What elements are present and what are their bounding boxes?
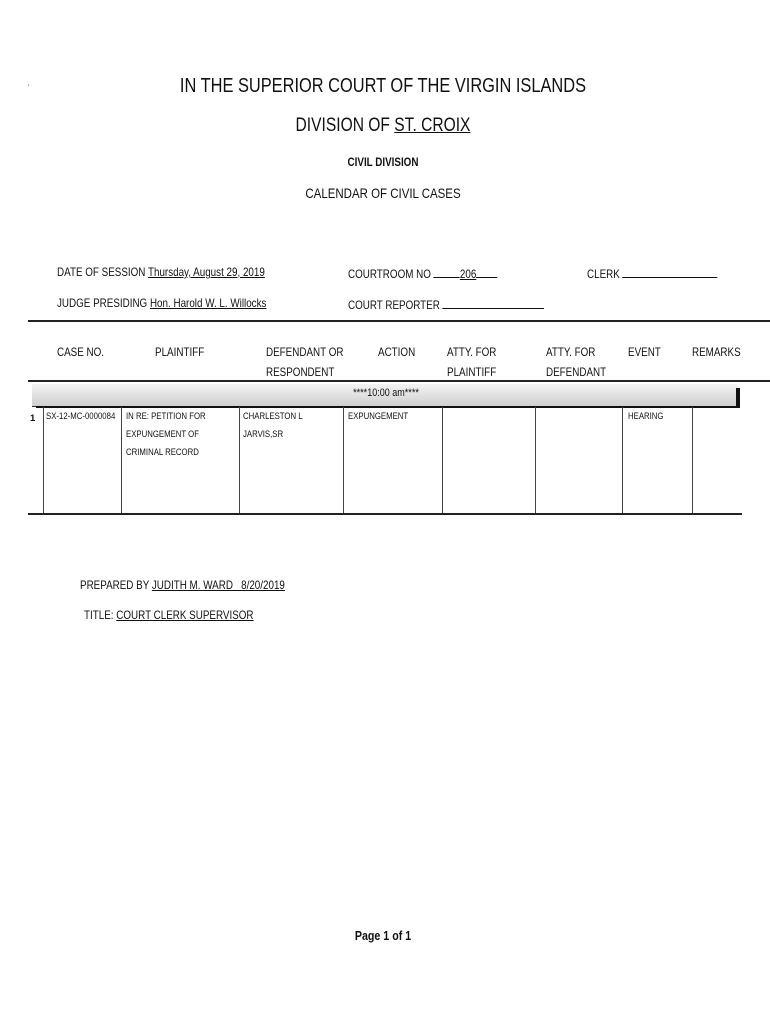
event-cell: HEARING bbox=[628, 411, 664, 422]
tick-mark: ' bbox=[28, 85, 30, 91]
judge-presiding bbox=[57, 296, 266, 310]
division-title bbox=[296, 115, 471, 137]
col-atty-defendant: ATTY. FOR DEFENDANT bbox=[546, 345, 607, 379]
judge-label: JUDGE PRESIDING bbox=[57, 296, 148, 310]
reporter-label: COURT REPORTER bbox=[348, 298, 440, 312]
judge-value: Hon. Harold W. L. Willocks bbox=[149, 296, 267, 310]
row-border bbox=[121, 407, 122, 514]
col-plaintiff: PLAINTIFF bbox=[155, 345, 205, 359]
prepared-value: JUDITH M. WARD 8/20/2019 bbox=[151, 578, 285, 592]
row-number: 1 bbox=[30, 413, 36, 424]
prepared-by bbox=[80, 578, 285, 592]
civil-division-heading: CIVIL DIVISION bbox=[347, 155, 419, 169]
preparer-title bbox=[84, 608, 254, 622]
action-cell: EXPUNGEMENT bbox=[348, 411, 409, 422]
date-of-session bbox=[57, 265, 265, 279]
page-number: Page 1 of 1 bbox=[354, 928, 412, 943]
table-top-rule bbox=[28, 320, 770, 322]
reporter-blank bbox=[443, 296, 545, 309]
case-number: SX-12-MC-0000084 bbox=[46, 411, 116, 422]
table-header-rule bbox=[28, 380, 770, 382]
date-label: DATE OF SESSION bbox=[57, 265, 146, 279]
col-remarks: REMARKS bbox=[692, 345, 741, 359]
time-slot-label: ****10:00 am**** bbox=[353, 387, 419, 399]
col-case-no: CASE NO. bbox=[57, 345, 105, 359]
col-event: EVENT bbox=[628, 345, 661, 359]
clerk-label: CLERK bbox=[587, 267, 620, 281]
date-value: Thursday, August 29, 2019 bbox=[147, 265, 265, 279]
calendar-title: CALENDAR OF CIVIL CASES bbox=[305, 185, 461, 201]
row-border bbox=[239, 407, 240, 514]
clerk-blank bbox=[623, 265, 718, 278]
row-border bbox=[535, 407, 536, 514]
row-border bbox=[43, 407, 44, 514]
time-slot-shadow-right bbox=[736, 388, 740, 408]
col-atty-plaintiff: ATTY. FOR PLAINTIFF bbox=[447, 345, 497, 379]
row-border bbox=[343, 407, 344, 514]
title-value: COURT CLERK SUPERVISOR bbox=[116, 608, 254, 622]
clerk-field bbox=[587, 265, 718, 281]
col-defendant: DEFENDANT OR RESPONDENT bbox=[266, 345, 344, 379]
title-label: TITLE: bbox=[84, 608, 114, 622]
court-reporter bbox=[348, 296, 544, 312]
courtroom-number bbox=[348, 265, 498, 281]
courtroom-blank-left bbox=[434, 265, 460, 278]
courtroom-label: COURTROOM NO bbox=[348, 267, 431, 281]
division-prefix: DIVISION OF bbox=[295, 115, 395, 136]
defendant-cell: CHARLESTON L JARVIS,SR bbox=[243, 411, 303, 440]
court-title: IN THE SUPERIOR COURT OF THE VIRGIN ISLANDS bbox=[179, 75, 587, 97]
col-action: ACTION bbox=[378, 345, 416, 359]
row-border bbox=[442, 407, 443, 514]
row-border bbox=[622, 407, 623, 514]
plaintiff-cell: IN RE: PETITION FOR EXPUNGEMENT OF CRIMINAL RECORD bbox=[126, 411, 206, 458]
courtroom-value: 206 bbox=[459, 267, 477, 281]
prepared-label: PREPARED BY bbox=[80, 578, 150, 592]
table-bottom-rule bbox=[28, 513, 742, 515]
division-name: ST. CROIX bbox=[394, 115, 471, 136]
courtroom-blank-right bbox=[476, 265, 497, 278]
row-border bbox=[692, 407, 693, 514]
